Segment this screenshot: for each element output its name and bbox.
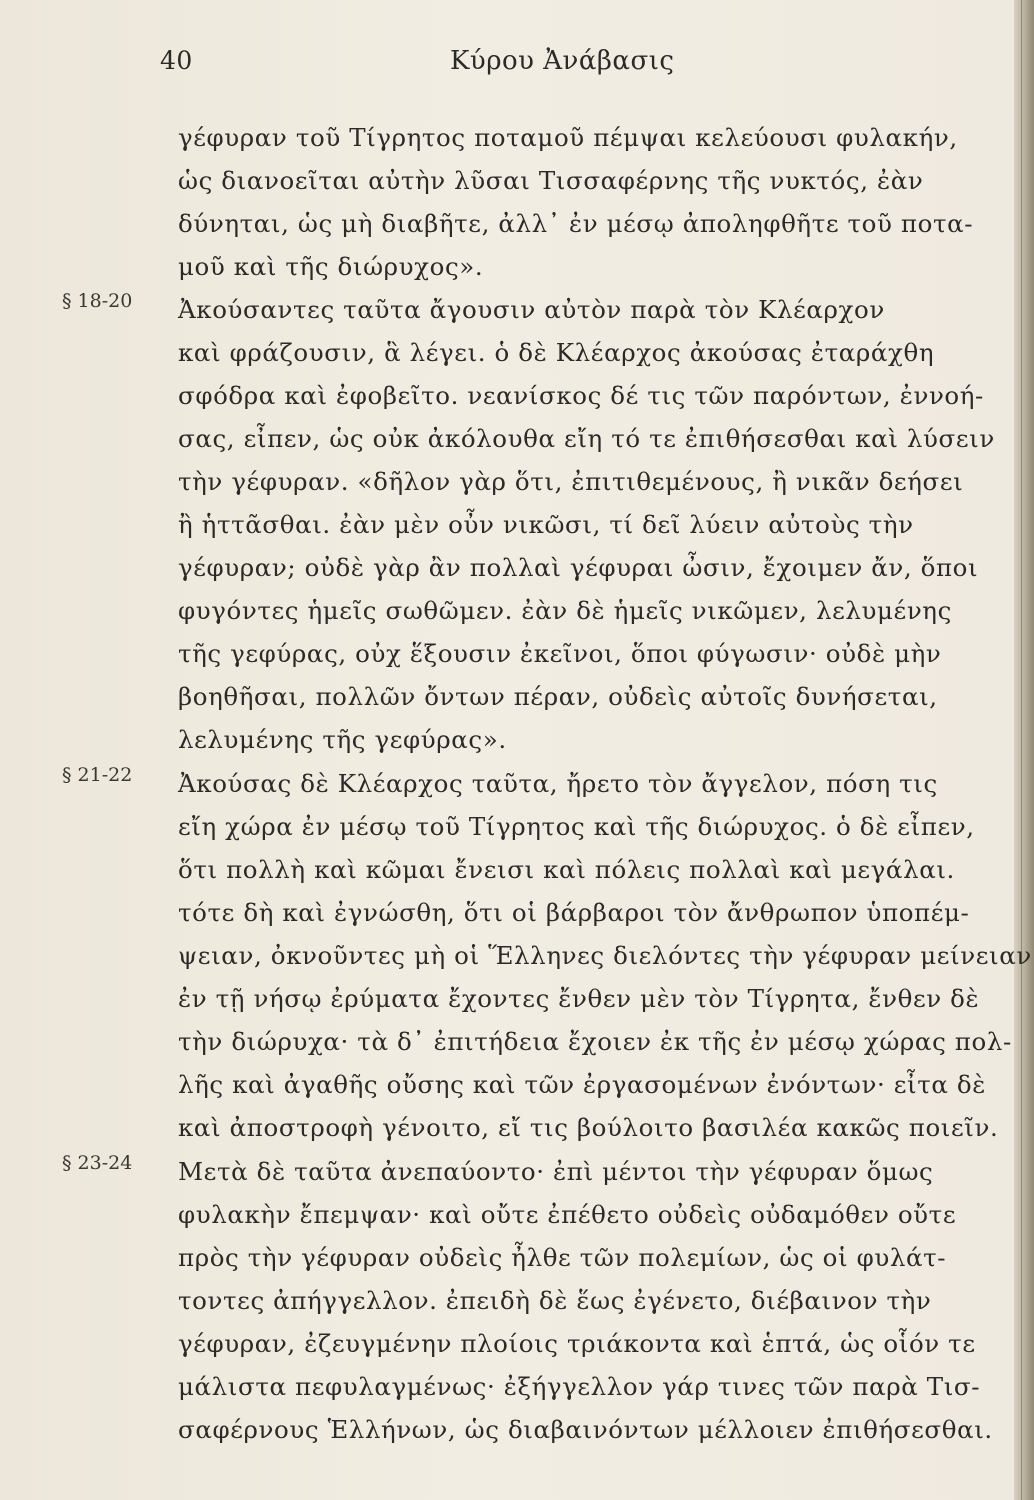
text-line: τότε δὴ καὶ ἐγνώσθη, ὅτι οἱ βάρβαροι τὸν ἄνθρωπον ὑποπέμ- xyxy=(178,898,970,927)
text-line: σφόδρα καὶ ἐφοβεῖτο. νεανίσκος δέ τις τῶν παρόντων, ἐννοή- xyxy=(178,381,984,410)
text-line: Ἀκούσαντες ταῦτα ἄγουσιν αὐτὸν παρὰ τὸν Κλέαρχον xyxy=(178,295,885,324)
section-marker: § 21-22 xyxy=(62,764,133,786)
text-line: μάλιστα πεφυλαγμένως· ἐξήγγελλον γάρ τινες τῶν παρὰ Τισ- xyxy=(178,1372,981,1401)
text-line: τὴν διώρυχα· τὰ δ᾽ ἐπιτήδεια ἔχοιεν ἐκ τῆς ἐν μέσῳ χώρας πολ- xyxy=(178,1027,1012,1056)
text-line: δύνηται, ὡς μὴ διαβῆτε, ἀλλ᾽ ἐν μέσῳ ἀποληφθῆτε τοῦ ποτα- xyxy=(178,209,974,238)
text-line: Ἀκούσας δὲ Κλέαρχος ταῦτα, ἤρετο τὸν ἄγγελον, πόση τις xyxy=(178,769,938,798)
text-line: γέφυραν, ἐζευγμένην πλοίοις τριάκοντα καὶ ἑπτά, ὡς οἷόν τε xyxy=(178,1329,976,1358)
page-header xyxy=(160,46,920,86)
text-line: ἢ ἡττᾶσθαι. ἐὰν μὲν οὖν νικῶσι, τί δεῖ λύειν αὐτοὺς τὴν xyxy=(178,510,914,539)
text-line: πρὸς τὴν γέφυραν οὐδεὶς ἦλθε τῶν πολεμίων, ὡς οἱ φυλάτ- xyxy=(178,1243,947,1272)
text-line: εἴη χώρα ἐν μέσῳ τοῦ Τίγρητος καὶ τῆς διώρυχος. ὁ δὲ εἶπεν, xyxy=(178,812,975,841)
text-line: βοηθῆσαι, πολλῶν ὄντων πέραν, οὐδεὶς αὐτοῖς δυνήσεται, xyxy=(178,682,938,711)
text-line: Μετὰ δὲ ταῦτα ἀνεπαύοντο· ἐπὶ μέντοι τὴν γέφυραν ὅμως xyxy=(178,1157,934,1186)
text-line: σας, εἶπεν, ὡς οὐκ ἀκόλουθα εἴη τό τε ἐπιθήσεσθαι καὶ λύσειν xyxy=(178,424,995,453)
text-line: φυγόντες ἡμεῖς σωθῶμεν. ἐὰν δὲ ἡμεῖς νικῶμεν, λελυμένης xyxy=(178,596,952,625)
section-marker: § 23-24 xyxy=(62,1152,133,1174)
text-line: γέφυραν τοῦ Τίγρητος ποταμοῦ πέμψαι κελεύουσι φυλακήν, xyxy=(178,123,958,152)
text-line: καὶ φράζουσιν, ἃ λέγει. ὁ δὲ Κλέαρχος ἀκούσας ἐταράχθη xyxy=(178,338,935,367)
text-line: σαφέρνους Ἑλλήνων, ὡς διαβαινόντων μέλλοιεν ἐπιθήσεσθαι. xyxy=(178,1415,993,1444)
text-line: τῆς γεφύρας, οὐχ ἕξουσιν ἐκεῖνοι, ὅποι φύγωσιν· οὐδὲ μὴν xyxy=(178,639,942,668)
running-title: Κύρου Ἀνάβασις xyxy=(450,46,675,76)
text-line: ψειαν, ὀκνοῦντες μὴ οἱ Ἕλληνες διελόντες τὴν γέφυραν μείνειαν xyxy=(178,941,1032,970)
text-line: καὶ ἀποστροφὴ γένοιτο, εἴ τις βούλοιτο βασιλέα κακῶς ποιεῖν. xyxy=(178,1113,999,1142)
text-line: λελυμένης τῆς γεφύρας». xyxy=(178,725,507,754)
text-line: γέφυραν; οὐδὲ γὰρ ἂν πολλαὶ γέφυραι ὦσιν, ἔχοιμεν ἄν, ὅποι xyxy=(178,553,979,582)
text-line: λῆς καὶ ἀγαθῆς οὔσης καὶ τῶν ἐργασομένων ἐνόντων· εἶτα δὲ xyxy=(178,1070,987,1099)
text-line: ὡς διανοεῖται αὐτὴν λῦσαι Τισσαφέρνης τῆς νυκτός, ἐὰν xyxy=(178,166,924,195)
page-number: 40 xyxy=(160,46,193,75)
text-line: ἐν τῇ νήσῳ ἐρύματα ἔχοντες ἔνθεν μὲν τὸν Τίγρητα, ἔνθεν δὲ xyxy=(178,984,980,1013)
text-line: φυλακὴν ἔπεμψαν· καὶ οὔτε ἐπέθετο οὐδεὶς οὐδαμόθεν οὔτε xyxy=(178,1200,957,1229)
section-marker: § 18-20 xyxy=(62,290,133,312)
page-edge xyxy=(1014,0,1034,1500)
text-line: τοντες ἀπήγγελλον. ἐπειδὴ δὲ ἕως ἐγένετο, διέβαινον τὴν xyxy=(178,1286,932,1315)
text-line: ὅτι πολλὴ καὶ κῶμαι ἔνεισι καὶ πόλεις πολλαὶ καὶ μεγάλαι. xyxy=(178,855,955,884)
page-edge-line xyxy=(1021,0,1022,1500)
text-line: μοῦ καὶ τῆς διώρυχος». xyxy=(178,252,484,281)
text-line: τὴν γέφυραν. «δῆλον γὰρ ὅτι, ἐπιτιθεμένους, ἢ νικᾶν δεήσει xyxy=(178,467,964,496)
